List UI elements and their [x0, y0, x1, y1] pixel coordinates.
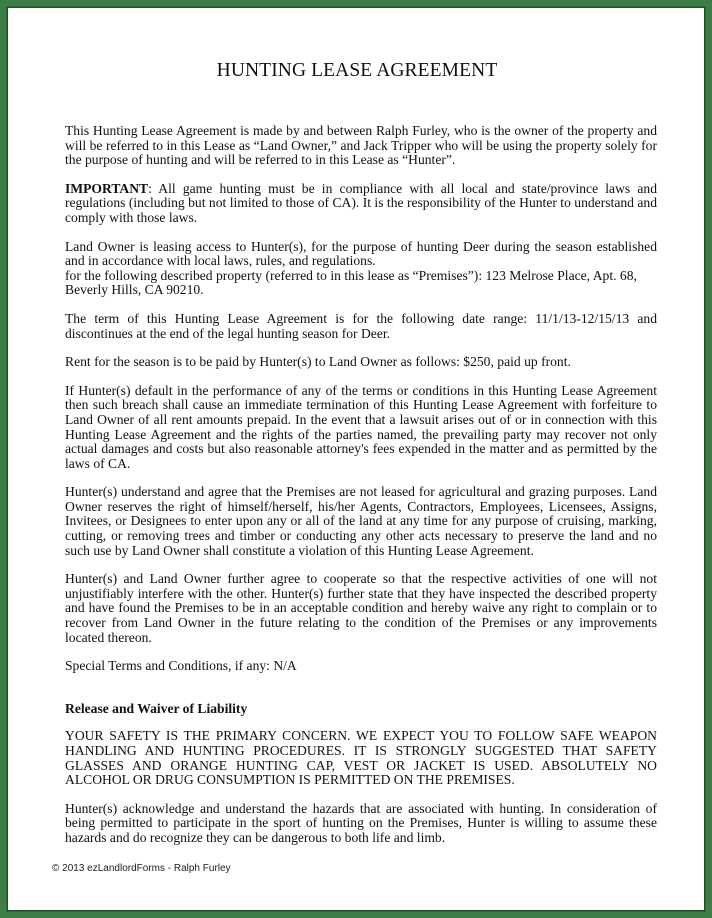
important-paragraph	[65, 182, 657, 226]
rent-paragraph: Rent for the season is to be paid by Hunter(s) to Land Owner as follows: $250, paid up front.	[65, 354, 571, 370]
term-paragraph: The term of this Hunting Lease Agreement is for the following date range: 11/1/13-12/15/13 and discontinues at the end of the legal hunting season for Deer.	[65, 310, 657, 341]
default-paragraph: If Hunter(s) default in the performance of any of the terms or conditions in this Hunting Lease Agreement then such breach shall cause an immediate termination of this Hunting Lease Agreement with forfeiture to Land Owner of all rent amounts prepaid. In the event that a lawsuit arises out of or in connection with this Hunting Lease Agreement and the rights of the parties named, the prevailing party may recover not only actual damages and costs but also reasonable attorney's fees expended in the matter and as permitted by the laws of CA.	[65, 382, 657, 471]
release-heading: Release and Waiver of Liability	[65, 700, 248, 716]
intro-paragraph: This Hunting Lease Agreement is made by and between Ralph Furley, who is the owner of the property and will be referred to in this Lease as “Land Owner,” and Jack Tripper who will be using the property solely for the purpose of hunting and will be referred to in this Lease as “Hunter”.	[65, 123, 657, 168]
copyright-footer: © 2013 ezLandlordForms - Ralph Furley	[52, 863, 231, 874]
special-terms-paragraph: Special Terms and Conditions, if any: N/A	[65, 658, 297, 674]
premises-paragraph: for the following described property (referred to in this lease as “Premises”): 123 Melrose Place, Apt. 68, Beverly Hills, CA 90210.	[65, 267, 637, 298]
important-label: IMPORTANT	[65, 180, 149, 196]
access-paragraph: Land Owner is leasing access to Hunter(s), for the purpose of hunting Deer during the season established and in accordance with local laws, rules, and regulations.	[65, 238, 657, 269]
acknowledge-paragraph: Hunter(s) acknowledge and understand the hazards that are associated with hunting. In consideration of being permitted to participate in the sport of hunting on the Premises, Hunter is willing to assume these hazards and do recognize they can be dangerous to both life and limb.	[65, 800, 657, 845]
safety-paragraph: YOUR SAFETY IS THE PRIMARY CONCERN. WE EXPECT YOU TO FOLLOW SAFE WEAPON HANDLING AND HUNTING PROCEDURES. IT IS STRONGLY SUGGESTED THAT SAFETY GLASSES AND ORANGE HUNTING CAP, VEST OR JACKET IS USED. ABSOLUTELY NO ALCOHOL OR DRUG CONSUMPTION IS PERMITTED ON THE PREMISES.	[65, 728, 657, 788]
reservation-paragraph: Hunter(s) understand and agree that the Premises are not leased for agricultural and grazing purposes. Land Owner reserves the right of himself/herself, his/her Agents, Contractors, Employees, Licensees, Assigns, Invitees, or Designees to enter upon any or all of the land at any time for any purpose of cruising, marking, cutting, or removing trees and timber or conducting any other acts necessary to preserve the land and no such use by Land Owner shall constitute a violation of this Hunting Lease Agreement.	[65, 484, 657, 558]
document-page	[7, 7, 705, 911]
cooperation-paragraph: Hunter(s) and Land Owner further agree to cooperate so that the respective activities of one will not unjustifiably interfere with the other. Hunter(s) further state that they have inspected the described property and have found the Premises to be in an acceptable condition and hereby waive any right to complain or to recover from Land Owner in the future relating to the condition of the Premises or any improvements located thereon.	[65, 571, 657, 645]
important-text: : All game hunting must be in compliance with all local and state/province laws and regulations (including but not limited to those of CA). It is the responsibility of the Hunter to understand and comply with those laws.	[65, 180, 657, 225]
document-title: HUNTING LEASE AGREEMENT	[216, 60, 498, 81]
document-body	[65, 124, 657, 860]
